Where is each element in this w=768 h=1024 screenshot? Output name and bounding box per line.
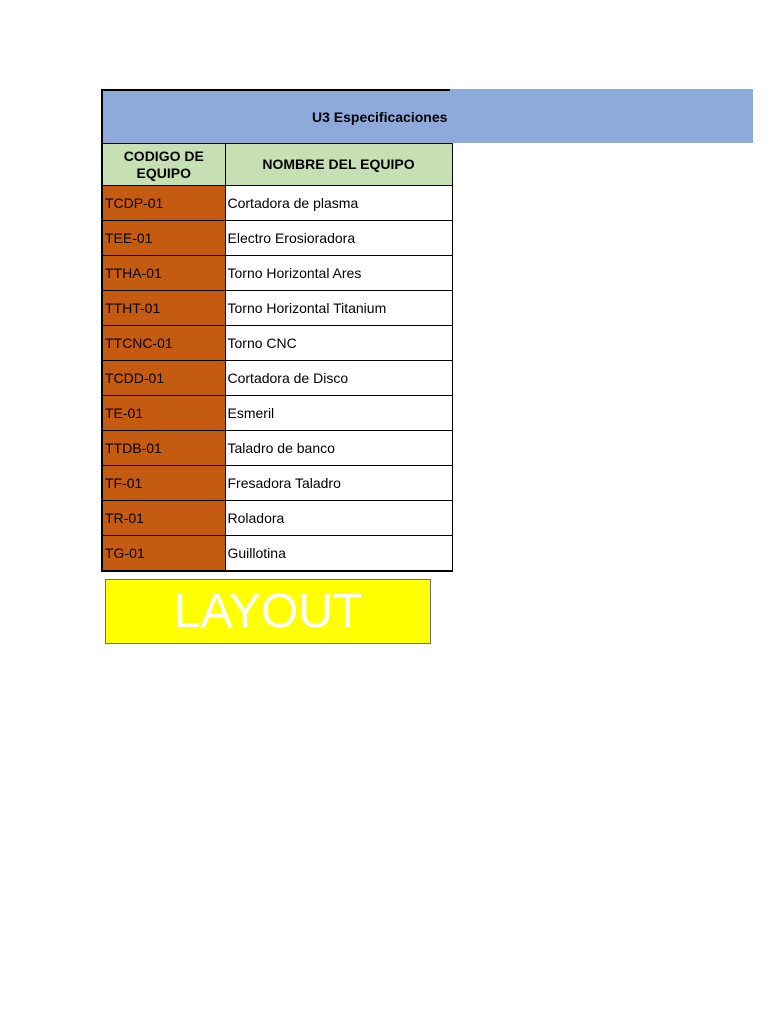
equipment-code: TTCNC-01 xyxy=(102,326,225,361)
equipment-code: TF-01 xyxy=(102,466,225,501)
equipment-code: TG-01 xyxy=(102,536,225,571)
equipment-name: Electro Erosioradora xyxy=(225,221,452,256)
equipment-code: TTHA-01 xyxy=(102,256,225,291)
table-row xyxy=(102,326,452,361)
equipment-code: TTDB-01 xyxy=(102,431,225,466)
equipment-code: TEE-01 xyxy=(102,221,225,256)
equipment-name: Torno Horizontal Ares xyxy=(225,256,452,291)
equipment-name: Cortadora de plasma xyxy=(225,186,452,221)
equipment-code: TCDD-01 xyxy=(102,361,225,396)
equipment-name: Torno Horizontal Titanium xyxy=(225,291,452,326)
table-row xyxy=(102,501,452,536)
table-row xyxy=(102,291,452,326)
table-row xyxy=(102,466,452,501)
equipment-code: TR-01 xyxy=(102,501,225,536)
equipment-name: Roladora xyxy=(225,501,452,536)
title-cell xyxy=(101,89,450,143)
layout-button[interactable]: LAYOUT xyxy=(105,579,431,644)
equipment-name: Taladro de banco xyxy=(225,431,452,466)
table-row xyxy=(102,536,452,571)
table-row xyxy=(102,256,452,291)
equipment-name: Esmeril xyxy=(225,396,452,431)
header-name: NOMBRE DEL EQUIPO xyxy=(225,144,452,186)
equipment-code: TCDP-01 xyxy=(102,186,225,221)
table-row xyxy=(102,396,452,431)
equipment-code: TTHT-01 xyxy=(102,291,225,326)
table-row xyxy=(102,431,452,466)
table-row xyxy=(102,361,452,396)
page-title: U3 Especificaciones xyxy=(312,109,448,125)
table-row xyxy=(102,186,452,221)
equipment-code: TE-01 xyxy=(102,396,225,431)
equipment-name: Fresadora Taladro xyxy=(225,466,452,501)
equipment-name: Guillotina xyxy=(225,536,452,571)
table-row xyxy=(102,221,452,256)
header-code: CODIGO DE EQUIPO xyxy=(102,144,225,186)
equipment-name: Cortadora de Disco xyxy=(225,361,452,396)
table-header-row xyxy=(102,144,452,186)
equipment-table xyxy=(101,143,453,572)
equipment-name: Torno CNC xyxy=(225,326,452,361)
